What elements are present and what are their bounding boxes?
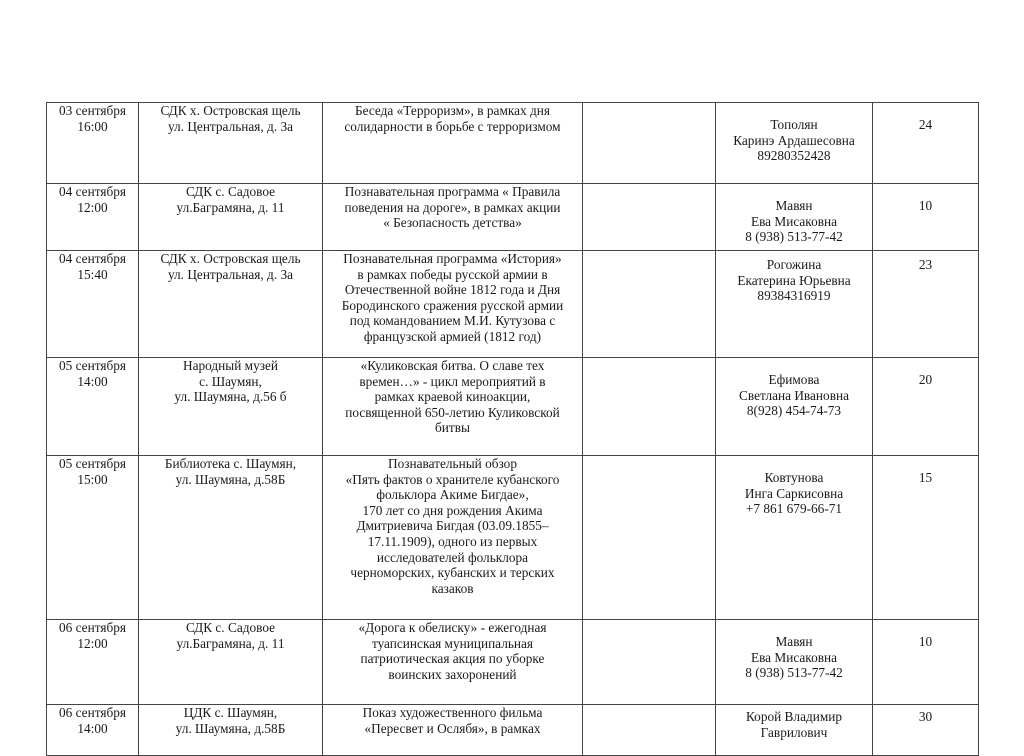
- empty-cell: [583, 358, 716, 456]
- table-row: [47, 184, 979, 251]
- date-cell: 04 сентября 12:00: [47, 184, 139, 251]
- date-cell: 04 сентября 15:40: [47, 251, 139, 358]
- place-cell: Народный музей с. Шаумян, ул. Шаумяна, д.56 б: [139, 358, 323, 456]
- participants-count-cell: 23: [873, 251, 979, 358]
- place-cell: ЦДК с. Шаумян, ул. Шаумяна, д.58Б: [139, 705, 323, 756]
- event-cell: Познавательная программа « Правила поведения на дороге», в рамках акции « Безопасность детства»: [323, 184, 583, 251]
- empty-cell: [583, 251, 716, 358]
- table-row: [47, 620, 979, 705]
- participants-count-cell: 15: [873, 456, 979, 620]
- event-cell: «Куликовская битва. О славе тех времен…» - цикл мероприятий в рамках краевой киноакции, посвященной 650-летию Куликовской битвы: [323, 358, 583, 456]
- event-cell: «Дорога к обелиску» - ежегодная туапсинская муниципальная патриотическая акция по уборке воинских захоронений: [323, 620, 583, 705]
- empty-cell: [583, 184, 716, 251]
- participants-count-cell: 24: [873, 103, 979, 184]
- event-cell: Познавательный обзор «Пять фактов о хранителе кубанского фольклора Акиме Бигдае», 170 лет со дня рождения Акима Дмитриевича Бигдая (03.09.1855– 17.11.1909), одного из первых исследователей фольклора черноморских, кубанских и терских казаков: [323, 456, 583, 620]
- event-cell: Беседа «Терроризм», в рамках дня солидарности в борьбе с терроризмом: [323, 103, 583, 184]
- event-cell: Показ художественного фильма «Пересвет и Ослябя», в рамках: [323, 705, 583, 756]
- date-cell: 05 сентября 14:00: [47, 358, 139, 456]
- contact-cell: Ефимова Светлана Ивановна 8(928) 454-74-73: [716, 358, 873, 456]
- empty-cell: [583, 103, 716, 184]
- table-row: [47, 456, 979, 620]
- date-cell: 06 сентября 14:00: [47, 705, 139, 756]
- events-table: [46, 102, 979, 756]
- date-cell: 06 сентября 12:00: [47, 620, 139, 705]
- place-cell: СДК х. Островская щель ул. Центральная, д. 3а: [139, 103, 323, 184]
- empty-cell: [583, 705, 716, 756]
- place-cell: Библиотека с. Шаумян, ул. Шаумяна, д.58Б: [139, 456, 323, 620]
- table-row: [47, 358, 979, 456]
- participants-count-cell: 10: [873, 620, 979, 705]
- date-cell: 03 сентября 16:00: [47, 103, 139, 184]
- place-cell: СДК с. Садовое ул.Баграмяна, д. 11: [139, 620, 323, 705]
- contact-cell: Мавян Ева Мисаковна 8 (938) 513-77-42: [716, 184, 873, 251]
- contact-cell: Корой Владимир Гаврилович: [716, 705, 873, 756]
- empty-cell: [583, 456, 716, 620]
- contact-cell: Мавян Ева Мисаковна 8 (938) 513-77-42: [716, 620, 873, 705]
- contact-cell: Рогожина Екатерина Юрьевна 89384316919: [716, 251, 873, 358]
- place-cell: СДК х. Островская щель ул. Центральная, д. 3а: [139, 251, 323, 358]
- event-cell: Познавательная программа «История» в рамках победы русской армии в Отечественной войне 1812 года и Дня Бородинского сражения русской армии под командованием М.И. Кутузова с французской армией (1812 год): [323, 251, 583, 358]
- date-cell: 05 сентября 15:00: [47, 456, 139, 620]
- place-cell: СДК с. Садовое ул.Баграмяна, д. 11: [139, 184, 323, 251]
- table-row: [47, 705, 979, 756]
- table-row: [47, 251, 979, 358]
- empty-cell: [583, 620, 716, 705]
- table-row: [47, 103, 979, 184]
- contact-cell: Ковтунова Инга Саркисовна +7 861 679-66-71: [716, 456, 873, 620]
- participants-count-cell: 20: [873, 358, 979, 456]
- contact-cell: Тополян Каринэ Ардашесовна 89280352428: [716, 103, 873, 184]
- participants-count-cell: 10: [873, 184, 979, 251]
- participants-count-cell: 30: [873, 705, 979, 756]
